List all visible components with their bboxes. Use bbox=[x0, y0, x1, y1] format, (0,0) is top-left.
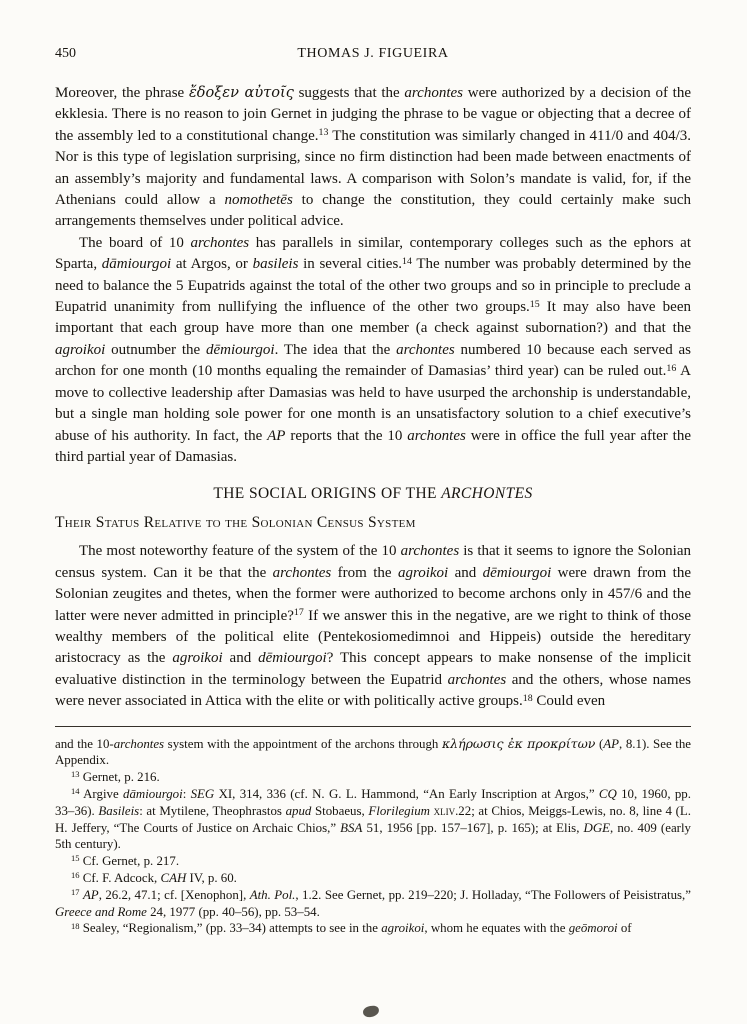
text-run: in several cities. bbox=[298, 256, 403, 273]
text-run: archontes bbox=[190, 234, 250, 251]
text-run: agroikoi bbox=[397, 564, 449, 581]
text-run: AP bbox=[267, 427, 286, 444]
text-run: AP bbox=[603, 736, 620, 751]
text-run: IV, p. 60. bbox=[186, 870, 237, 885]
text-run: Moreover, the phrase bbox=[55, 85, 189, 101]
footnote-rule bbox=[55, 726, 691, 727]
greek-text-run: κλήρωσις ἐκ προκρίτων bbox=[441, 735, 596, 751]
text-run: Cf. F. Adcock, bbox=[82, 870, 161, 885]
text-run: suggests that the bbox=[293, 85, 405, 101]
text-run: If we answer this in the negative, are we right to think of those wealthy members of the political elite (Pentekosiomedimnoi and Hippeis) outside the hereditary aristocracy as the bbox=[55, 607, 691, 667]
text-run: It may also have been important that each group have more than one member (a check against subornation?) and that the bbox=[55, 299, 692, 337]
text-run: , 1.2. See Gernet, pp. 219–220; J. Holladay, “The Followers of Peisistratus,” bbox=[295, 887, 691, 902]
greek-text-run: ἔδοξεν αὐτοῖς bbox=[188, 84, 294, 101]
footnotes bbox=[55, 736, 691, 938]
footnote-ref: 15 bbox=[529, 298, 540, 310]
footnote-number: 15 bbox=[71, 853, 80, 864]
text-run: is that it seems to ignore the Solonian census system. Can it be that the bbox=[55, 543, 691, 581]
subsection-heading bbox=[55, 514, 691, 532]
text-run: agroikoi bbox=[55, 341, 106, 358]
text-run: dēmiourgoi bbox=[258, 650, 327, 667]
text-run: : at Mytilene, Theophrastos bbox=[139, 803, 286, 818]
text-run: agroikoi bbox=[381, 921, 425, 936]
text-run: . The idea that the bbox=[274, 341, 397, 358]
paragraph bbox=[55, 233, 691, 468]
text-run: SEG bbox=[190, 786, 215, 801]
text-run: Basileis bbox=[98, 803, 140, 818]
footnote-ref: 17 bbox=[293, 607, 304, 619]
text-run: , whom he equates with the bbox=[424, 921, 569, 936]
text-run: were authorized by a decision of the ekklesia. There is no reason to join Gernet in judging the phrase to be vague or objecting that a decree of the assembly led to a constitutional change. bbox=[55, 85, 691, 144]
page-header bbox=[55, 46, 691, 66]
text-run: Their Status Relative to the Solonian Census System bbox=[55, 514, 416, 532]
text-run: CAH bbox=[160, 870, 187, 885]
text-run: A move to collective leadership after Damasias was held to have usurped the archonship is understandable, but a single man holding sole power for one month is an unsatisfactory solution to a chief executive’s abuse of his authority. In fact, the bbox=[55, 363, 691, 444]
text-run: archontes bbox=[400, 543, 460, 560]
text-run: agroikoi bbox=[172, 650, 223, 667]
text-run: xliv bbox=[433, 803, 456, 818]
footnote-number: 16 bbox=[71, 870, 80, 881]
text-run: archontes bbox=[404, 85, 464, 101]
text-run: ( bbox=[595, 736, 604, 751]
text-run: , no. 409 (early 5th century). bbox=[55, 820, 691, 852]
footnote bbox=[55, 786, 691, 853]
footnote bbox=[55, 870, 691, 887]
footnote bbox=[55, 887, 691, 921]
text-run: Florilegium bbox=[368, 803, 430, 818]
text-run: were in office the full year after the third partial year of Damasias. bbox=[55, 427, 691, 465]
paragraph bbox=[55, 82, 691, 233]
text-run: and bbox=[222, 650, 259, 667]
paragraph bbox=[55, 541, 691, 712]
text-run: at Argos, or bbox=[171, 256, 253, 273]
text-run: and bbox=[448, 564, 483, 581]
running-head: THOMAS J. FIGUEIRA bbox=[297, 46, 449, 61]
text-run: The most noteworthy feature of the system of the 10 bbox=[79, 543, 401, 560]
text-run: and the others, whose names were never associated in Attica with the elite or with politically active groups. bbox=[55, 671, 691, 710]
text-run: archontes bbox=[396, 341, 455, 358]
text-run: DGE bbox=[583, 820, 611, 835]
footnote-ref: 16 bbox=[666, 362, 677, 374]
text-run: The board of 10 bbox=[79, 234, 191, 251]
text-run: AP bbox=[82, 887, 99, 902]
text-run: 24, 1977 (pp. 40–56), pp. 53–54. bbox=[146, 904, 320, 919]
footnote bbox=[55, 769, 691, 786]
text-run: CQ bbox=[598, 786, 617, 801]
text-run: archontes bbox=[447, 671, 507, 688]
text-run: dēmiourgoi bbox=[482, 564, 552, 581]
text-run: , 8.1). See the Appendix. bbox=[55, 736, 692, 768]
text-run: : bbox=[182, 786, 191, 801]
text-run: of bbox=[617, 921, 632, 936]
text-run: BSA bbox=[340, 820, 363, 835]
footnote bbox=[55, 853, 691, 870]
text-run: from the bbox=[331, 564, 398, 581]
footnote-number: 17 bbox=[71, 886, 80, 897]
text-run: archontes bbox=[272, 564, 332, 581]
footnote-ref: 18 bbox=[522, 692, 533, 704]
footnote-number: 18 bbox=[71, 920, 80, 931]
text-run: geōmoroi bbox=[568, 921, 618, 936]
text-run: Ath. Pol. bbox=[249, 887, 296, 902]
footnote-ref: 13 bbox=[318, 127, 329, 139]
page-number: 450 bbox=[55, 46, 76, 61]
text-run: ARCHONTES bbox=[441, 485, 533, 503]
text-run: nomothetēs bbox=[224, 192, 293, 209]
text-run: Argive bbox=[83, 786, 124, 801]
page-body bbox=[55, 82, 691, 713]
text-run: dāmiourgoi bbox=[101, 256, 172, 273]
text-run: THE SOCIAL ORIGINS OF THE bbox=[213, 485, 442, 503]
text-run: dāmiourgoi bbox=[123, 786, 183, 801]
text-run: Could even bbox=[532, 693, 606, 710]
text-run: Sealey, “Regionalism,” (pp. 33–34) attempts to see in the bbox=[82, 921, 382, 936]
text-run: numbered 10 because each served as archon for one month (10 months equaling the remainder of Damasias’ third year) can be ruled out. bbox=[55, 341, 691, 380]
footnote bbox=[55, 920, 691, 937]
text-run: were drawn from the Solonian zeugites and thetes, when the former were authorized to become archons only in 457/6 and the latter were never admitted in principle? bbox=[55, 564, 691, 624]
text-run: The number was probably determined by the need to balance the 5 Eupatrids against the total of the other two groups and so in principle to preclude a Eupatrid unanimity from nullifying the influence of the other two groups. bbox=[55, 256, 691, 316]
text-run: apud bbox=[285, 803, 312, 818]
text-run: , 26.2, 47.1; cf. [Xenophon], bbox=[98, 887, 250, 902]
text-run: XI, 314, 336 (cf. N. G. L. Hammond, “An Early Inscription at Argos,” bbox=[214, 786, 599, 801]
text-run: and the 10- bbox=[55, 736, 114, 751]
text-run: dēmiourgoi bbox=[205, 341, 275, 358]
text-run: .22; at Chios, Meiggs-Lewis, no. 8, line 4 (L. H. Jeffery, “The Courts of Justice on Archaic Chios,” bbox=[55, 803, 691, 835]
text-run: The constitution was similarly changed in 411/0 and 404/3. Nor is this type of legislation surprising, since no firm distinction had been made between enactments of an assembly’s majority and fundamental laws. A comparison with Solon’s mandate is valid, for, if the Athenians could allow a bbox=[55, 127, 691, 209]
section-heading bbox=[55, 485, 691, 503]
text-run: 10, 1960, pp. 33–36). bbox=[55, 786, 691, 818]
text-run: Cf. Gernet, p. 217. bbox=[82, 854, 180, 869]
text-run: 51, 1956 [pp. 157–167], p. 165); at Elis, bbox=[362, 820, 584, 835]
footnote-number: 13 bbox=[71, 769, 80, 780]
text-run: outnumber the bbox=[105, 341, 206, 358]
text-run: archontes bbox=[113, 736, 165, 751]
text-run: Gernet, p. 216. bbox=[82, 770, 160, 785]
text-run: archontes bbox=[407, 427, 466, 444]
text-run: Greece and Rome bbox=[55, 904, 147, 919]
text-run: system with the appointment of the archons through bbox=[164, 736, 442, 751]
text-run: Stobaeus, bbox=[311, 803, 369, 818]
text-run: ? This concept appears to make nonsense of the implicit evaluative distinction in the terminology between the Eupatrid bbox=[55, 650, 691, 688]
footnote-ref: 14 bbox=[402, 255, 412, 267]
footnote-number: 14 bbox=[71, 786, 80, 797]
text-run: reports that the 10 bbox=[285, 427, 408, 444]
footnote bbox=[55, 736, 691, 770]
text-run: basileis bbox=[252, 256, 299, 273]
text-run: to change the constitution, they could certainly make such arrangements themselves under political advice. bbox=[55, 192, 691, 230]
text-run: has parallels in similar, contemporary colleges such as the ephors at Sparta, bbox=[55, 234, 692, 273]
